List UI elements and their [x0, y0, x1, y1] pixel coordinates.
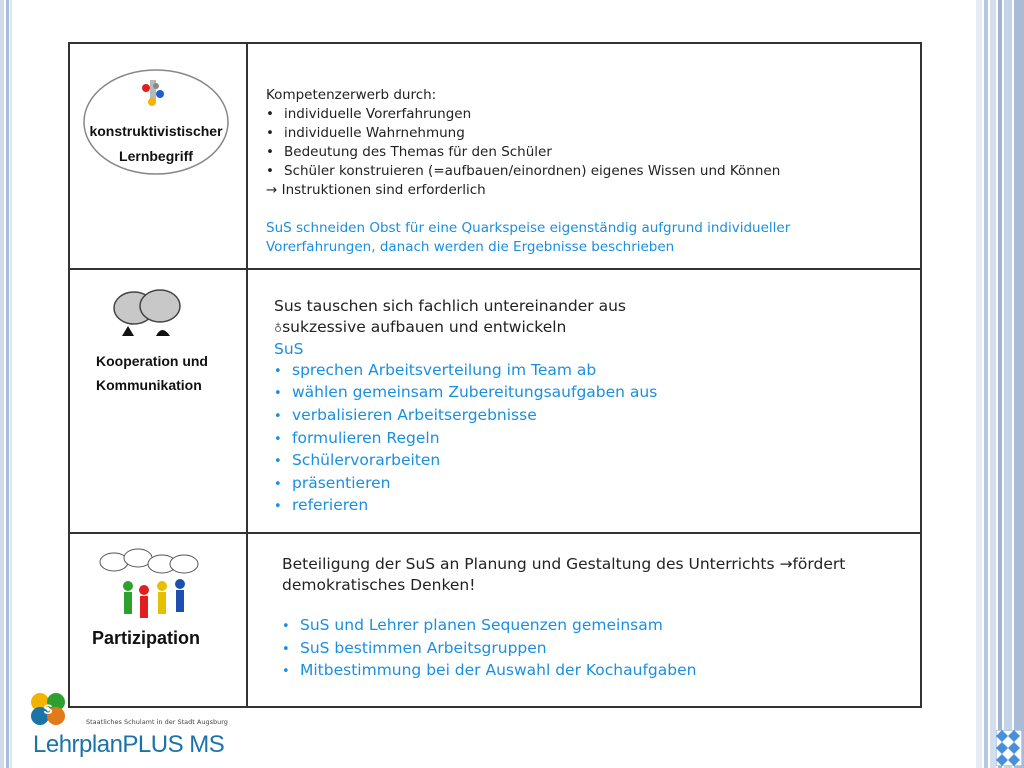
participation-icon-cell [69, 533, 247, 707]
list-item: • SuS bestimmen Arbeitsgruppen [282, 638, 882, 661]
school-office-caption: Staatliches Schulamt in der Stadt Augsburg [86, 718, 228, 726]
participation-line-1-text: Beteiligung der SuS an Planung und Gestaltung des Unterrichts [282, 555, 780, 573]
cooperation-text-cell [247, 269, 921, 533]
participation-line-1 [282, 554, 882, 575]
cooperation-line-2 [274, 317, 657, 340]
participation-text [282, 554, 882, 683]
list-item: • sprechen Arbeitsverteilung im Team ab [274, 360, 657, 383]
constructivist-label-2: Lernbegriff [119, 148, 193, 164]
left-decoration [0, 0, 14, 768]
arrow-right-icon: → [779, 555, 793, 573]
cooperation-icon [70, 270, 246, 528]
cooperation-text [274, 296, 657, 518]
pointer-icon: ♁ [274, 321, 283, 335]
bavaria-flag-icon [996, 730, 1022, 766]
cooperation-label-2: Kommunikation [96, 377, 202, 393]
constructivist-icon-cell [69, 43, 247, 269]
list-item: • Schülervorarbeiten [274, 450, 657, 473]
list-item: • Mitbestimmung bei der Auswahl der Kochaufgaben [282, 660, 882, 683]
list-item: • Schüler konstruieren (=aufbauen/einordnen) eigenes Wissen und Können [266, 162, 866, 181]
competence-heading: Kompetenzerwerb durch: [266, 87, 437, 103]
constructivist-text-cell [247, 43, 921, 269]
cooperation-icon-cell [69, 269, 247, 533]
arrow-right-icon: → [266, 182, 282, 198]
list-item: • individuelle Wahrnehmung [266, 124, 866, 143]
list-item: • wählen gemeinsam Zubereitungsaufgaben aus [274, 382, 657, 405]
participation-icon [70, 534, 246, 702]
constructivist-example: SuS schneiden Obst für eine Quarkspeise eigenständig aufgrund individueller Vorerfahrungen, danach werden die Ergebnisse beschrieben [266, 220, 791, 255]
row-cooperation [69, 269, 921, 533]
list-item: • präsentieren [274, 473, 657, 496]
cooperation-line-1: Sus tauschen sich fachlich untereinander aus [274, 297, 626, 315]
cooperation-label-1: Kooperation und [96, 353, 208, 369]
svg-text:S: S [43, 701, 53, 717]
cooperation-line-2-text: sukzessive aufbauen und entwickeln [282, 317, 567, 336]
participation-line-2: demokratisches Denken! [282, 575, 476, 594]
constructivist-icon [70, 44, 246, 264]
instruction-line [266, 181, 866, 200]
list-item: • referieren [274, 495, 657, 518]
row-constructivist [69, 43, 921, 269]
list-item: • formulieren Regeln [274, 428, 657, 451]
list-item: • individuelle Vorerfahrungen [266, 105, 866, 124]
list-item: • SuS und Lehrer planen Sequenzen gemeinsam [282, 615, 882, 638]
footer-title: LehrplanPLUS MS [33, 731, 225, 758]
cooperation-list [274, 360, 657, 518]
content-table [68, 42, 922, 708]
instruction-text: Instruktionen sind erforderlich [281, 182, 486, 198]
list-item: • verbalisieren Arbeitsergebnisse [274, 405, 657, 428]
constructivist-text [266, 86, 866, 257]
people-speech-icon [100, 549, 198, 618]
participation-label: Partizipation [92, 628, 201, 648]
row-participation [69, 533, 921, 707]
speech-bubbles-icon [114, 290, 180, 336]
sus-label: SuS [274, 340, 304, 359]
participation-text-cell [247, 533, 921, 707]
participation-list [282, 615, 882, 683]
list-item: • Bedeutung des Themas für den Schüler [266, 143, 866, 162]
competence-list [266, 105, 866, 181]
constructivist-label-1: konstruktivistischer [89, 123, 223, 139]
participation-line-1-end: fördert [792, 555, 846, 573]
right-decoration [976, 0, 1024, 768]
